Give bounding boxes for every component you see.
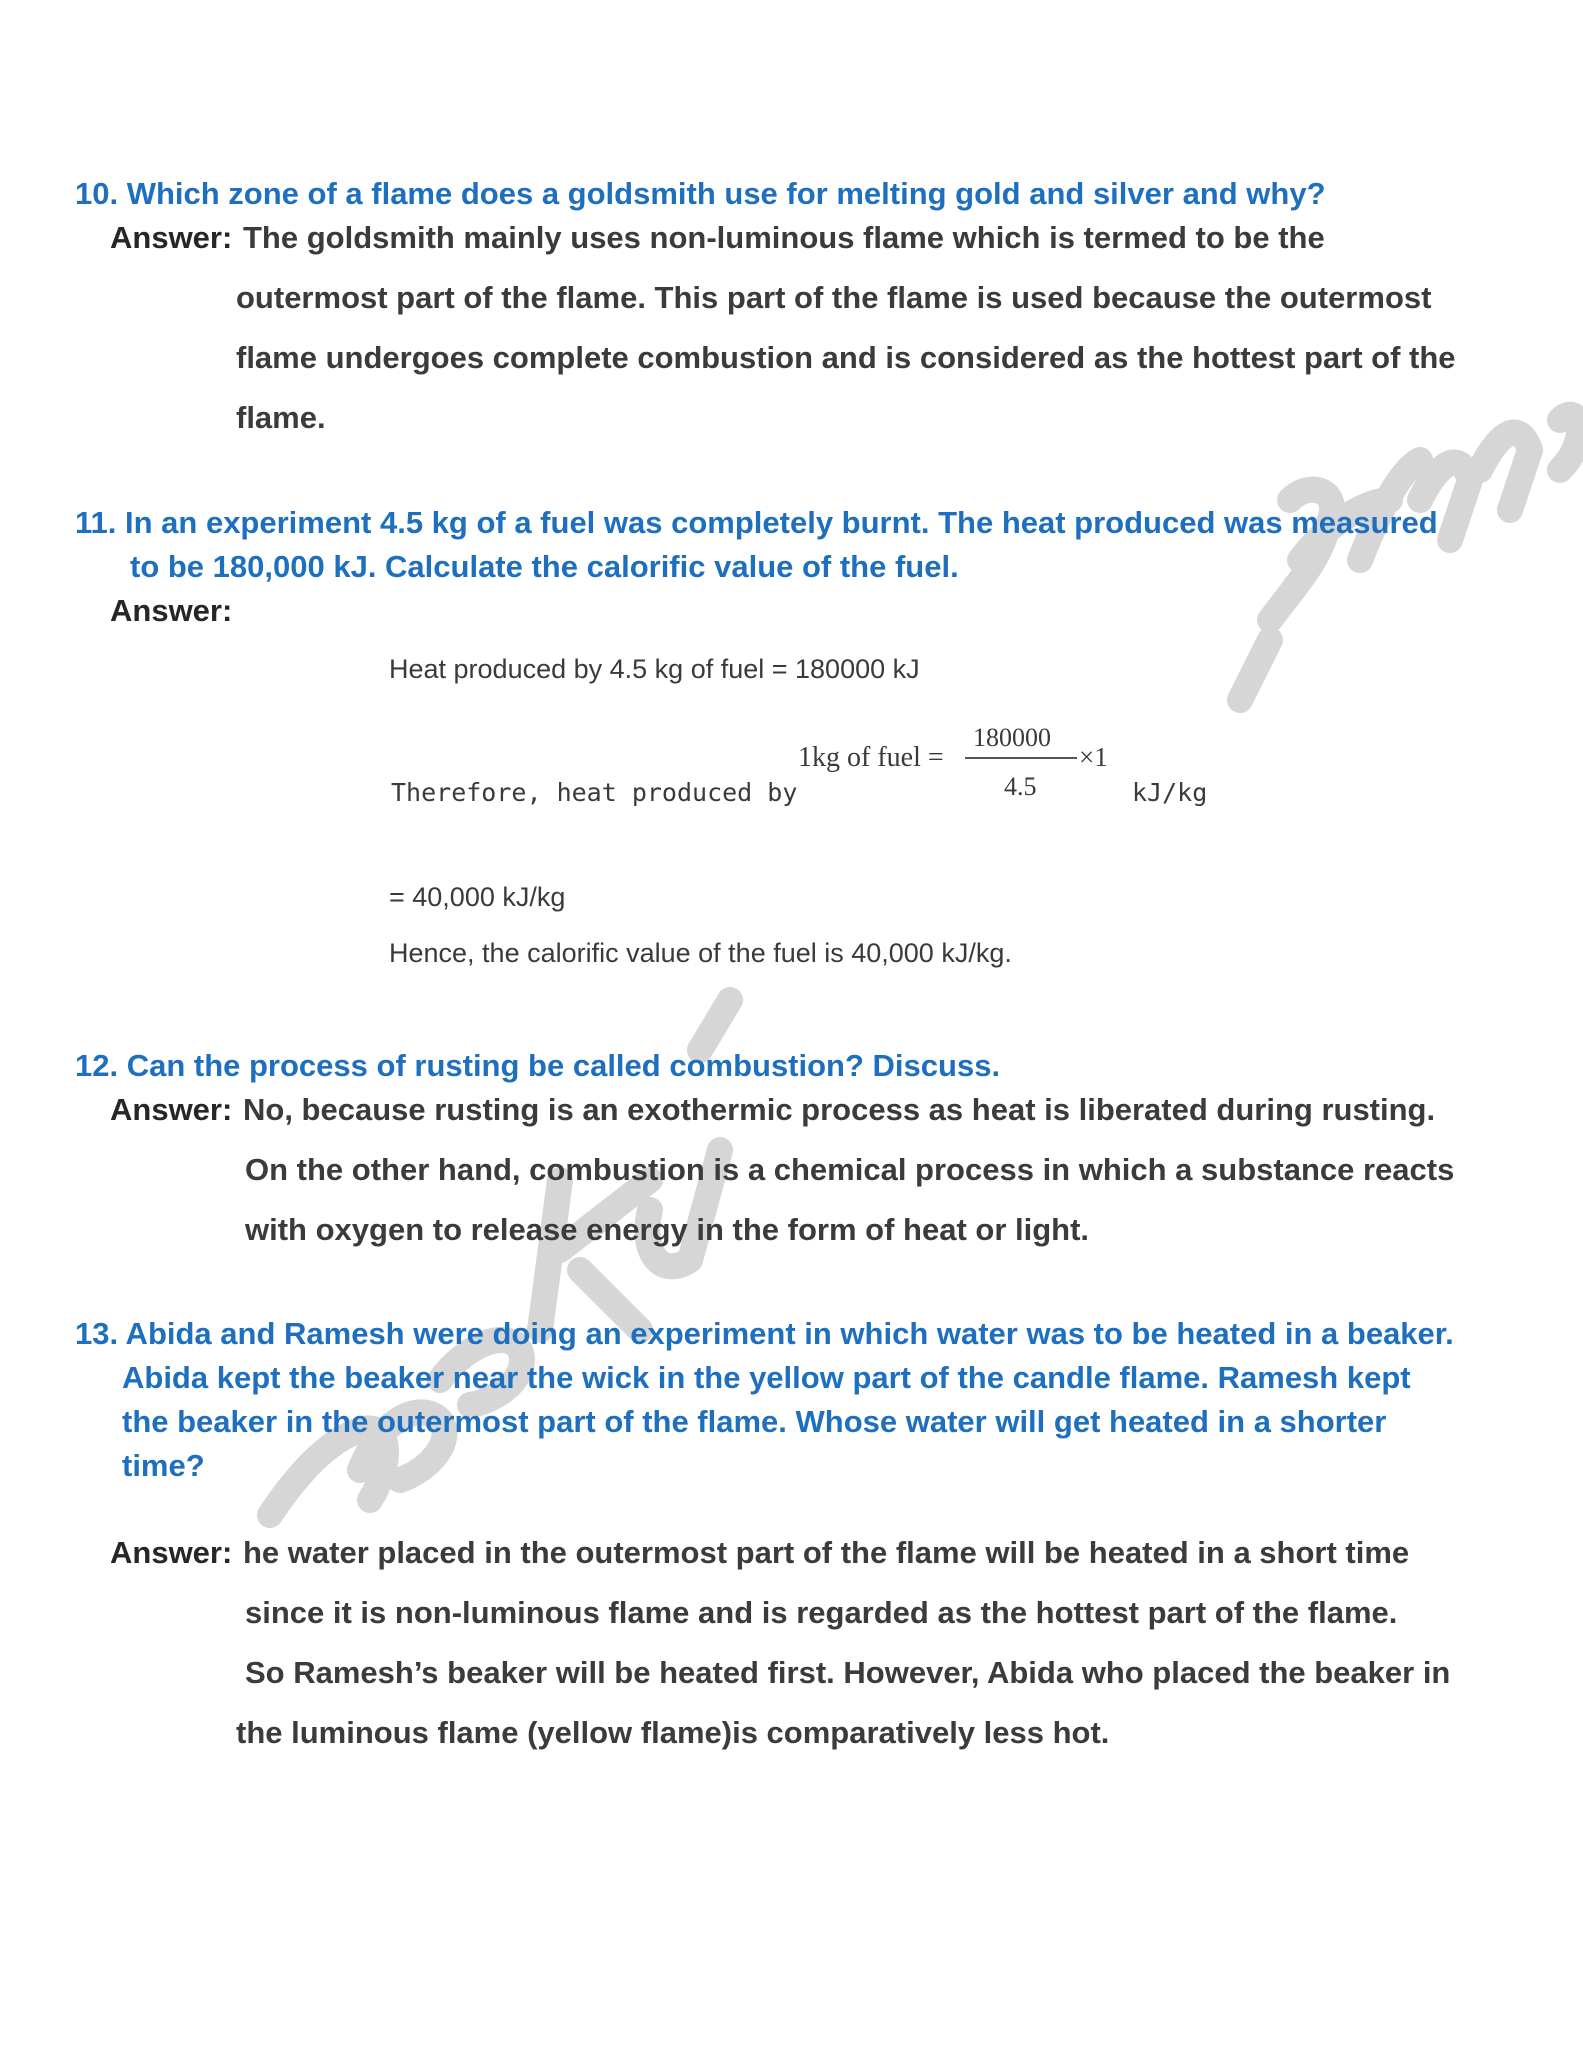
question-13-title: the beaker in the outermost part of the flame. Whose water will get heated in a shorter [122,1404,1387,1439]
question-11-title: to be 180,000 kJ. Calculate the calorific value of the fuel. [130,549,959,584]
question-10-answer-label: Answer: [110,220,233,255]
calc-numerator: 180000 [973,723,1051,752]
question-12-title: 12. Can the process of rusting be called combustion? Discuss. [75,1048,1001,1083]
calc-lhs: 1kg of fuel = [798,742,944,773]
question-13-title: time? [122,1448,205,1483]
question-10-answer-line: The goldsmith mainly uses non-luminous flame which is termed to be the [243,220,1325,255]
question-13-answer-line: since it is non-luminous flame and is regarded as the hottest part of the flame. [245,1595,1398,1630]
calc-multiplier: ×1 [1079,742,1108,772]
question-10-answer-line: flame. [236,400,326,435]
question-12-answer-line: No, because rusting is an exothermic process as heat is liberated during rusting. [243,1092,1436,1127]
question-13-answer-line: the luminous flame (yellow flame)is comparatively less hot. [236,1715,1110,1750]
calc-conclusion: Hence, the calorific value of the fuel is 40,000 kJ/kg. [389,938,1012,968]
calc-denominator: 4.5 [1004,772,1037,801]
question-12-answer-label: Answer: [110,1092,233,1127]
question-13-answer-label: Answer: [110,1535,233,1570]
question-10-answer-line: flame undergoes complete combustion and is considered as the hottest part of the [236,340,1456,375]
question-10-title: 10. Which zone of a flame does a goldsmith use for melting gold and silver and why? [75,176,1326,211]
question-11-title: 11. In an experiment 4.5 kg of a fuel was completely burnt. The heat produced was measured [75,505,1438,540]
question-10-answer-line: outermost part of the flame. This part of the flame is used because the outermost [236,280,1432,315]
question-13-title: 13. Abida and Ramesh were doing an experiment in which water was to be heated in a beaker. [75,1316,1454,1351]
calc-line-heat-produced: Heat produced by 4.5 kg of fuel = 180000 kJ [389,654,920,684]
question-13-title: Abida kept the beaker near the wick in the yellow part of the candle flame. Ramesh kept [122,1360,1411,1395]
calc-unit: kJ/kg [1132,778,1208,807]
question-12-answer-line: with oxygen to release energy in the form of heat or light. [245,1212,1090,1247]
question-12-answer-line: On the other hand, combustion is a chemical process in which a substance reacts [245,1152,1455,1187]
calc-result: = 40,000 kJ/kg [389,882,566,912]
question-13-answer-line: he water placed in the outermost part of the flame will be heated in a short time [243,1535,1410,1570]
calc-fraction-bar [965,757,1077,759]
question-11-answer-label: Answer: [110,593,233,628]
calc-prefix: Therefore, heat produced by [391,778,798,807]
question-13-answer-line: So Ramesh’s beaker will be heated first. However, Abida who placed the beaker in [245,1655,1451,1690]
